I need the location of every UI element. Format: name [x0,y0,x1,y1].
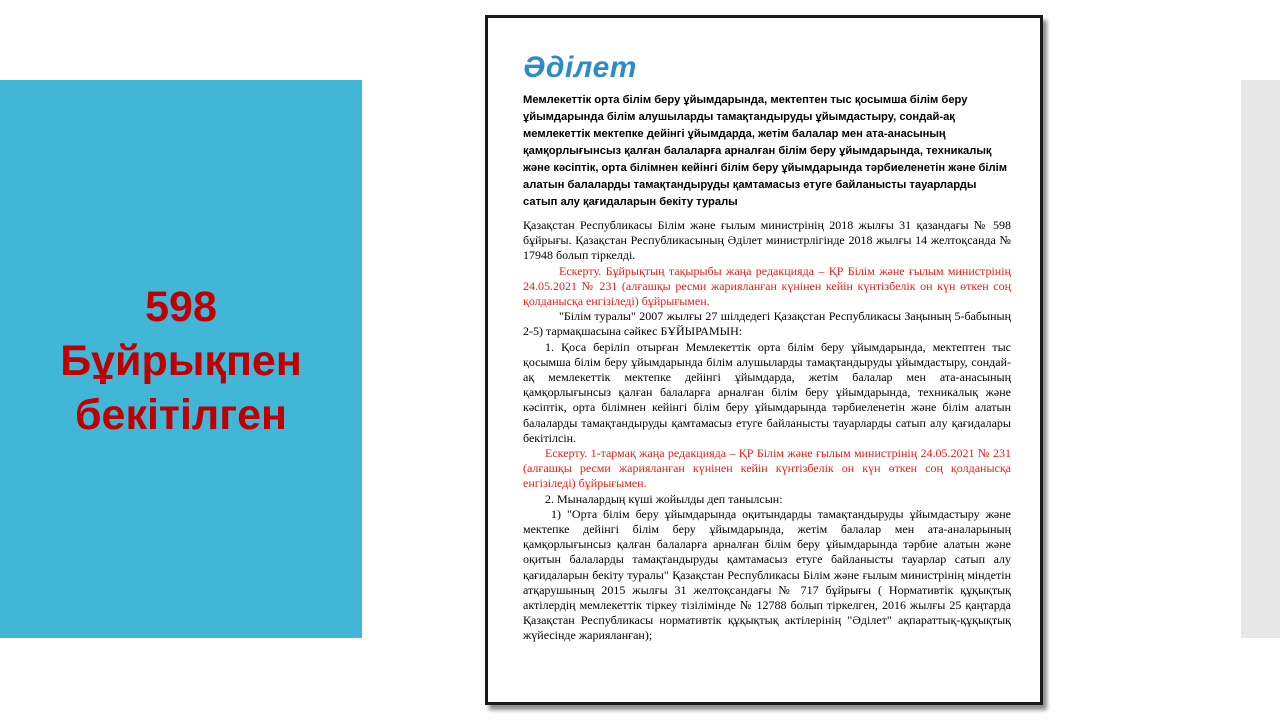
slide-title-line-2: Бұйрықпен [60,337,302,385]
document-title: Мемлекеттік орта білім беру ұйымдарында, мектептен тыс қосымша білім беру ұйымдарында білім алушыларды тамақтандыруды ұйымдастыру, сондай-ақ мемлекеттік мектепке дейінгі ұйымдарда, жетім балалар мен ата-анасының қамқорлығынсыз қалған балаларға арналған білім беру ұйымдарында, техникалық және кәсіптік, орта білімнен кейінгі білім беру ұйымдарында тәрбиеленетін және білім алатын балаларды тамақтандыруды қамтамасыз етуге байланысты тауарларды сатып алу қағидаларын бекіту туралы [523,94,1008,208]
document-intro: Қазақстан Республикасы Білім және ғылым министрінің 2018 жылғы 31 қазандағы № 598 бұйрығы. Қазақстан Республикасының Әділет министрлігінде 2018 жылғы 14 желтоқсанда № 17948 болып тіркелді. [523,218,1011,263]
slide-title-line-1: 598 [145,283,217,331]
document-content [523,48,1011,644]
slide-title-line-3: бекітілген [74,391,288,439]
document-item-2-1: 1) "Орта білім беру ұйымдарында оқитындарды тамақтандыруды ұйымдастыру және мектепке дейінгі білім беру ұйымдарында, жетім балалар мен ата-аналарының қамқорлығынсыз қалған балаларға арналған білім беру ұйымдарында тәрбие алатын және оқитын балаларды тамақтандыруды қамтамасыз етуге байланысты тауарлар сатып алу қағидаларын бекіту туралы" Қазақстан Республикасы Білім және ғылым министрінің міндетін атқарушының 2015 жылғы 31 желтоқсандағы № 717 бұйрығы ( Нормативтік құқықтық актілердің мемлекеттік тіркеу тізілімінде № 12788 болып тіркелген, 2016 жылғы 25 қаңтарда Қазақстан Республикасы нормативтік құқықтық актілерінің "Әділет" ақпараттық-құқықтық жүйесінде жарияланған); [523,506,1011,643]
document-preamble: "Білім туралы" 2007 жылғы 27 шілдедегі Қазақстан Республикасы Заңының 5-бабының 2-5) тармақшасына сәйкес БҰЙЫРАМЫН: [523,309,1011,339]
document-image-frame [485,15,1043,705]
document-note-1: Ескерту. Бұйрықтың тақырыбы жаңа редакцияда – ҚР Білім және ғылым министрінің 24.05.2021 № 231 (алғашқы ресми жарияланған күнінен кейін күнтізбелік он күн өткен соң қолданысқа енгізіледі) бұйрығымен. [523,263,1011,309]
right-gray-panel [1241,80,1280,638]
document-note-2: Ескерту. 1-тармақ жаңа редакцияда – ҚР Білім және ғылым министрінің 24.05.2021 № 231 (алғашқы ресми жарияланған күнінен кейін күнтізбелік он күн өткен соң қолданысқа енгізіледі) бұйрығымен. [523,446,1011,491]
adilet-logo: Әділет [523,51,637,84]
slide-title [0,280,362,442]
document-item-2: 2. Мыналардың күші жойылды деп танылсын: [545,491,783,506]
document-item-1: 1. Қоса беріліп отырған Мемлекеттік орта білім беру ұйымдарында, мектептен тыс қосымша білім беру ұйымдарында білім алушыларды тамақтандыруды ұйымдастыру, сондай-ақ мемлекеттік мектепке дейінгі ұйымдарда, жетім балалар мен ата-анасының қамқорлығынсыз қалған балаларға арналған білім беру ұйымдарында, техникалық және кәсіптік, орта білімнен кейінгі білім беру ұйымдарында тәрбиеленетін және білім алатын балаларды тамақтандыруды қамтамасыз етуге байланысты тауарларды сатып алу қағидалары бекітілсін. [523,339,1011,445]
